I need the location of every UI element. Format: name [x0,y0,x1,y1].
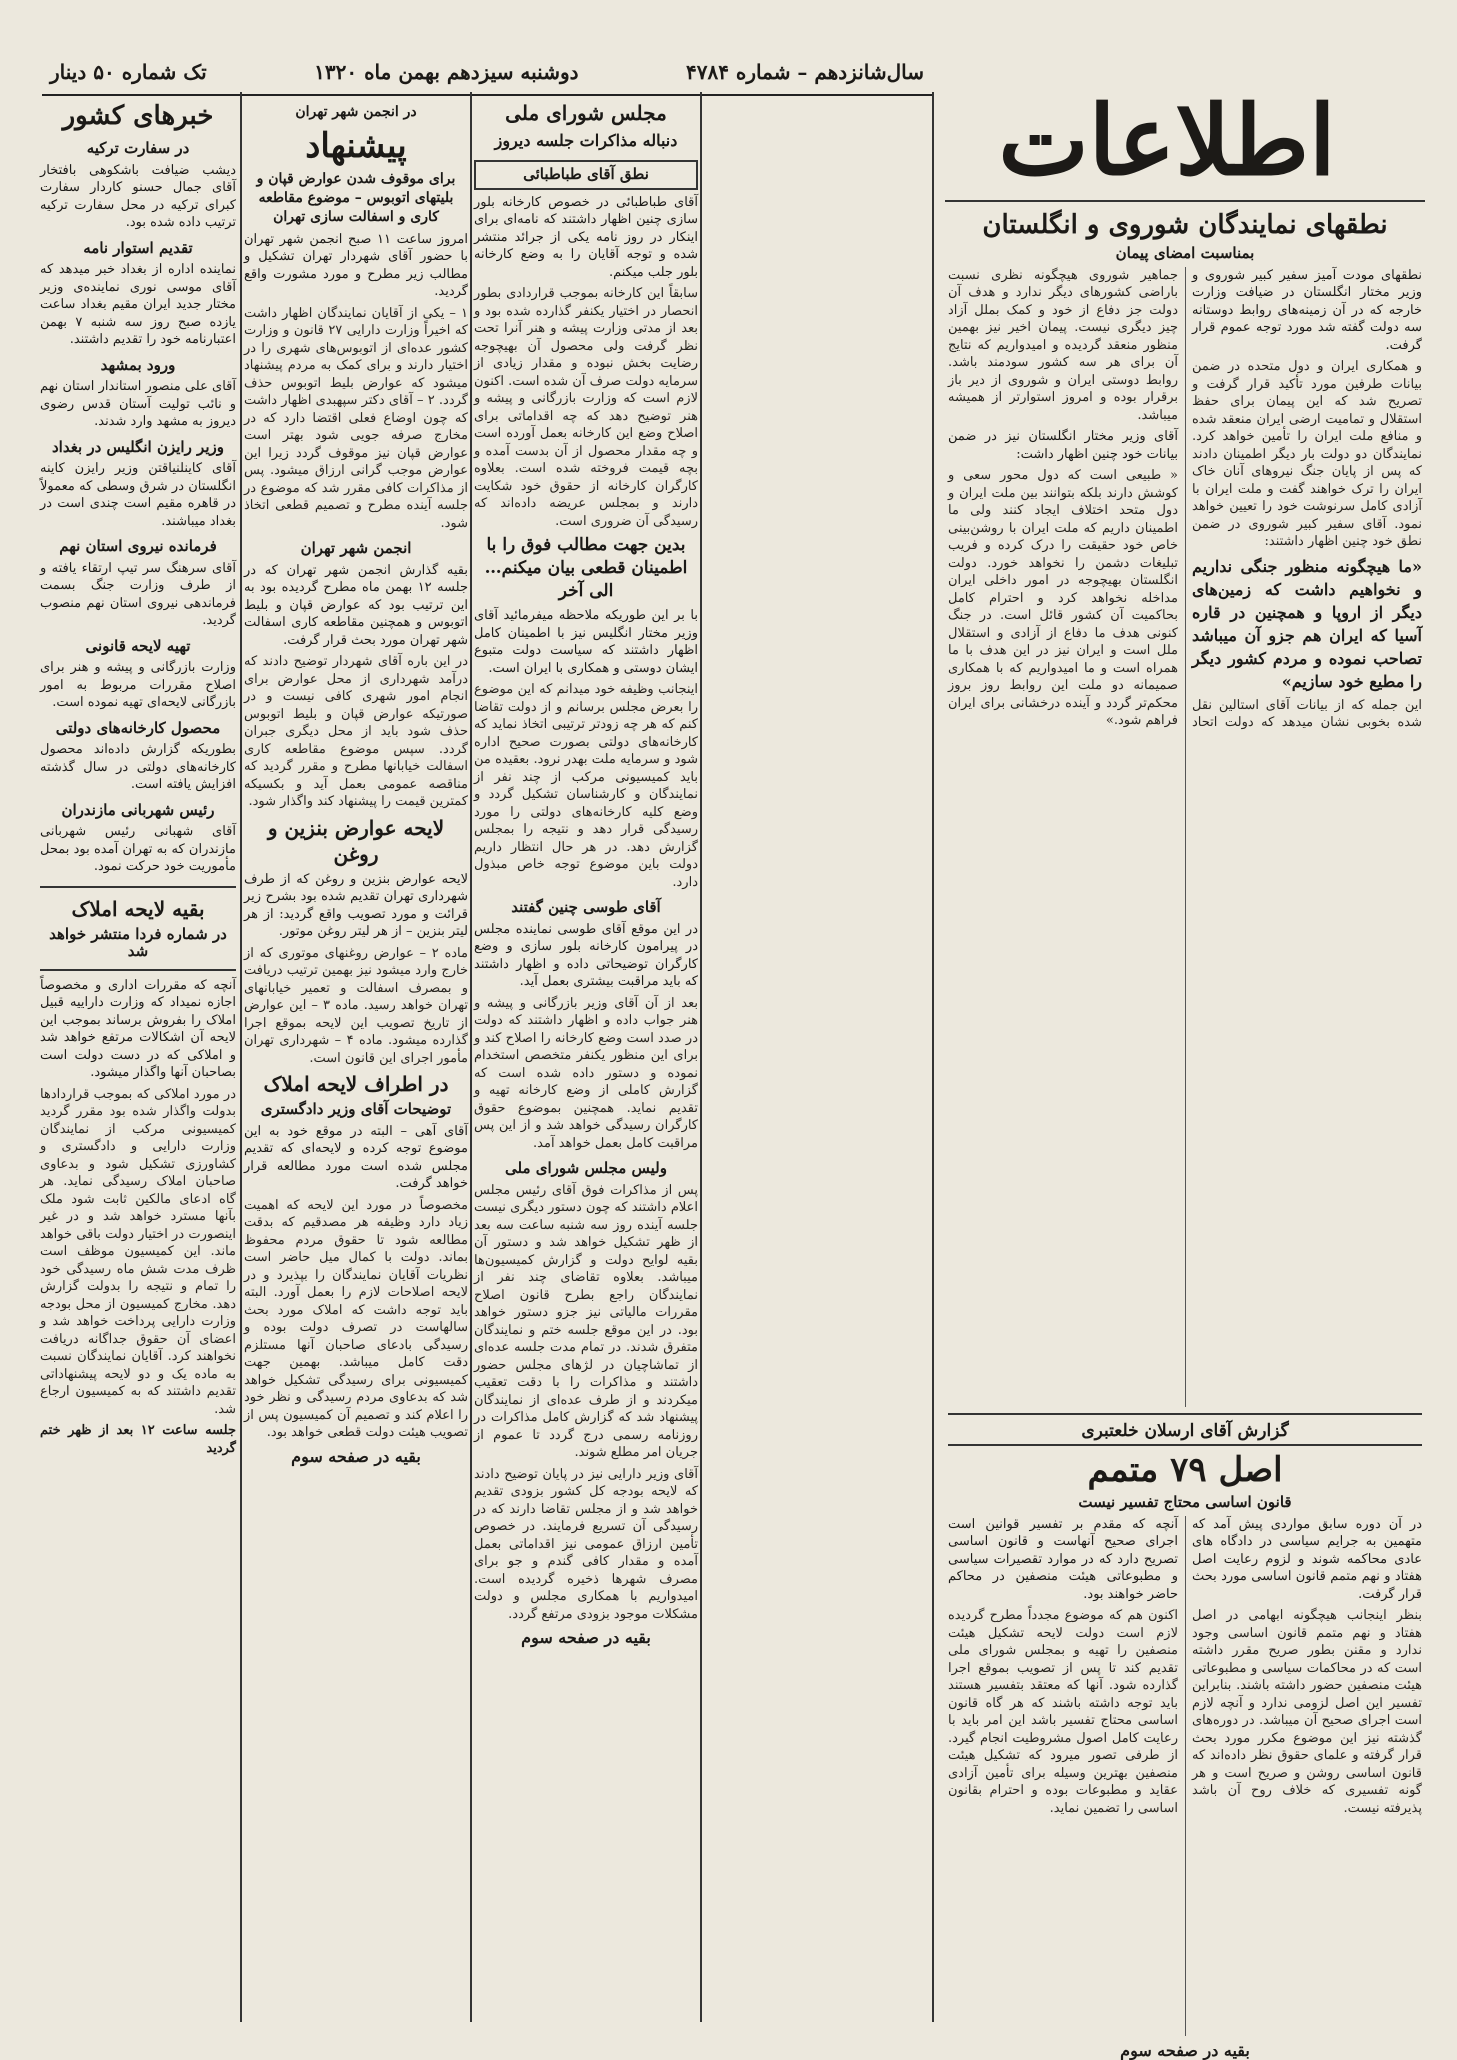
lead-headline: نطقهای نمایندگان شوروی و انگلستان [982,210,1388,240]
news-item-title: تهیه لایحه قانونی [85,636,191,655]
column-divider [470,92,472,2022]
feature-paragraph: در آن دوره سابق مواردی پیش آمد که متهمین به جرایم سیاسی در دادگاه های عادی محاکمه شوند و لزوم رعایت اصل هفتاد و نهم متمم قانون اساسی مورد بحث قرار گرفت. [1192,1516,1422,1602]
amlak-closing: جلسه ساعت ۱۲ بعد از ظهر ختم گردید [40,1423,236,1456]
news-item-text: وزارت بازرگانی و پیشه و هنر برای اصلاح مقررات مربوط به امور بازرگانی لایحه‌ای تهیه نموده است. [40,660,236,710]
news-item-text: نماینده اداره از بغداد خبر میدهد که آقای موسی نوری نماینده‌ی وزیر مختار جدید ایران مقیم بغداد ساعت یازده صبح روز سه شنبه ۷ بهمن اعتبارنامه خود را تقدیم داشتند. [40,262,236,347]
city-paragraph-4: آقای آهی – البته در موقع خود به این موضوع توجه کرده و لایحه‌ای که تقدیم مجلس شده است مورد مطالعه قرار خواهد گرفت. [244,1123,468,1191]
amlak-text: آنچه که مقررات اداری و مخصوصاً اجازه نمیداد که وزارت داراییه قبیل املاک را بفروش برساند بموجب این لایحه آن اشکالات مرتفع خواهد شد و املاکی که در دست دولت است بصاحبان آنها واگذار میشود. [40,977,236,1080]
news-item-title: ورود بمشهد [100,355,176,374]
parliament-subhead: دنباله مذاکرات جلسه دیروز [494,131,678,150]
report-byline: گزارش آقای ارسلان خلعتبری [1081,1420,1289,1441]
issue-date: دوشنبه سیزدهم بهمن ماه ۱۳۲۰ [314,60,579,84]
news-item-text: بطوریکه گزارش داده‌اند محصول کارخانه‌های دولتی در سال گذشته افزایش یافته است. [40,742,236,792]
issue-number: سال‌شانزدهم – شماره ۴۷۸۴ [685,60,924,84]
parliament-continued: بقیه در صفحه سوم [521,1628,651,1647]
column-parliament: مجلس شورای ملی دنباله مذاکرات جلسه دیروز نطق آقای طباطبائی آقای طباطبائی در خصوص کارخانه بلور سازی چنین اظهار داشتند که نامه‌ای برای اینکار در روز نامه یکی از جرائد منتشر شده و توجه آقایان را به وضع کارخانه بلور جلب میکنم. سابقاً این کارخانه بموجب قراردادی بطور انحصار در اختیار یکنفر گذارده شده بود و بعد از مدتی وزارت پیشه و هنر آنرا تحت نظر گرفت ولی محصول آن بهیچوجه رضایت بخش نبوده و مقدار زیادی از سرمایه دولت صرف آن شده است. اکنون لازم است که وزارت بازرگانی و پیشه و هنر توضیح دهد که چه اقداماتی برای اصلاح وضع این کارخانه بعمل آورده است و چه مقدار محصول از آن بدست آمده و بچه قیمت فروخته شده است. بعلاوه کارگران کارخانه از حقوق خود شکایت دارند و بمجلس عریضه داده‌اند که رسیدگی آن ضروری است. بدین جهت مطالب فوق را با اطمینان قطعی بیان میکنم… الی آخر با بر این طوریکه ملاحظه میفرمائید آقای وزیر مختار انگلیس نیز با اطمینان کامل اظهار داشتند که سیاست دولت متبوع ایشان دوستی و همکاری با ایران است. اینجانب وظیفه خود میدانم که این موضوع را بعرض مجلس برسانم و از دولت تقاضا کنم که هر چه زودتر ترتیبی اتخاذ نماید که کارخانه‌های دولتی بصورت صحیح اداره شود و سرمایه ملت بهدر نرود. بعقیده من باید کمیسیونی مرکب از چند نفر از نمایندگان و کارشناسان تشکیل گردد و وضع کلیه کارخانه‌های دولتی را مورد رسیدگی قرار دهد و نتیجه را بمجلس گزارش دهد. در هر حال انتظار داریم دولت باین موضوع توجه خاص مبذول دارد. آقای طوسی چنین گفتند در این موقع آقای طوسی نماینده مجلس در پیرامون کارخانه بلور سازی و وضع کارگران توضیحاتی داده و اظهار داشتند که باید مراقبت بیشتری بعمل آید. بعد از آن آقای وزیر بازرگانی و پیشه و هنر جواب داده و اظهار داشتند که دولت در صدد است وضع کارخانه را اصلاح کند و برای این منظور یکنفر متخصص استخدام نموده و دستور داده شده است که گزارش کاملی از وضع کارخانه تهیه و تقدیم نماید. همچنین بموضوع حقوق کارگران رسیدگی خواهد شد و از این پس مراقبت کامل بعمل خواهد آمد. ولیس مجلس شورای ملی پس از مذاکرات فوق آقای رئیس مجلس اعلام داشتند که چون دستور دیگری نیست جلسه آینده روز سه شنبه ساعت سه بعد از ظهر تشکیل خواهد شد و دستور آن بقیه لوایح دولت و گزارش کمیسیون‌ها میباشد. بعلاوه تقاضای چند نفر از نمایندگان راجع بطرح قانون اصلاح مقررات مالیاتی نیز جزو دستور خواهد بود. در این موقع جلسه ختم و نمایندگان متفرق شدند. در تمام مدت جلسه عده‌ای از تماشاچیان در لژهای مجلس حضور داشتند و مذاکرات را با دقت تعقیب میکردند و از طرف عده‌ای از نمایندگان پیشنهاد شد که گزارش کامل مذاکرات در روزنامه رسمی درج گردد تا عموم از جریان امر مطلع شوند. آقای وزیر دارایی نیز در پایان توضیح دادند که لایحه بودجه کل کشور بزودی تقدیم خواهد شد و از مجلس تقاضا دارند که در رسیدگی آن تسریع فرمایند. در خصوص تأمین ارزاق عمومی نیز اقداماتی بعمل آمده و مقدار کافی گندم و جو برای مصرف شهرها ذخیره گردیده است. امیدواریم با همکاری مجلس و دولت مشکلات موجود بزودی مرتفع گردد. بقیه در صفحه سوم [474,101,698,1647]
news-item-text: آقای سرهنگ سر تیپ ارتقاء یافته و از طرف وزارت جنگ بسمت فرماندهی نیروی استان نهم منصوب گردید. [40,560,236,628]
lead-paragraph-2: آقای وزیر مختار انگلستان نیز در ضمن بیانات خود چنین اظهار داشت: [948,429,1178,462]
justice-section-heading: در اطراف لایحه املاک [263,1072,449,1096]
city-paragraph: امروز ساعت ۱۱ صبح انجمن شهر تهران با حضور آقای شهردار تهران تشکیل و مطالب زیر مطرح و مورد مشورت واقع گردید. [244,231,468,299]
column-divider [240,92,242,2022]
lead-paragraph: نطقهای مودت آمیز سفیر کبیر شوروی و وزیر مختار انگلستان در ضیافت وزارت خارجه که در آن زمینه‌های روابط دوستانه سه دولت گفته شد مورد توجه عموم قرار گرفت. [1192,267,1422,353]
amlak-box [40,886,236,971]
city-paragraph-2: بقیه گذارش انجمن شهر تهران که در جلسه ۱۲ بهمن ماه مطرح گردیده بود به این ترتیب بود که عوارض قپان و بلیط اتوبوس و همچنین مقاطعه کاری اسفالت شهر تهران مورد بحث قرار گرفت. [244,562,468,648]
news-item-title: رئیس شهربانی مازندران [61,800,215,819]
city-paragraph-3: لایحه عوارض بنزین و روغن که از طرف شهرداری تهران تقدیم شده بود بشرح زیر قرائت و مورد تصویب واقع گردید: از هر لیتر بنزین – از هر لیتر روغن موتور. [244,871,468,939]
city-section-heading: انجمن شهر تهران [300,539,412,557]
column-divider [700,92,702,2022]
justice-section-subhead: توضیحات آقای وزیر دادگستری [260,1100,452,1118]
speaker-heading-2: آقای طوسی چنین گفتند [511,898,661,916]
news-item-text: دیشب ضیافت باشکوهی بافتخار آقای جمال حسنو کاردار سفارت کبرای ترکیه در محل سفارت ترکیه ترتیب داده شده بود. [40,162,236,230]
news-item-title: محصول کارخانه‌های دولتی [55,718,221,737]
parliament-quote: بدین جهت مطالب فوق را با اطمینان قطعی بیان میکنم… الی آخر [484,535,688,601]
feature-continued: بقیه در صفحه سوم [1120,2040,1250,2060]
city-section-title: در انجمن شهر تهران [295,104,417,120]
news-item-text: آقای شهبانی رئیس شهربانی مازندران که به تهران آمده بود بمحل مأموریت خود حرکت نمود. [40,824,236,874]
news-item-text: آقای کاینلنیاقتن وزیر رایزن کاینه انگلستان در شرق وسطی که معمولاً در قاهره مقیم است چندی است در بغداد میباشند. [40,461,236,529]
issue-price: تک شماره ۵۰ دینار [50,60,207,84]
amlak-title: بقیه لایحه املاک [71,896,205,921]
feature-subtitle: قانون اساسی محتاج تفسیر نیست [1078,1493,1292,1511]
lead-subhead: بمناسبت امضای پیمان [1115,244,1255,262]
news-item-text: آقای علی منصور استاندار استان نهم و نائب تولیت آستان قدس رضوی دیروز به مشهد وارد شدند. [40,379,236,429]
masthead-rule [945,200,1425,202]
speaker-heading: نطق آقای طباطبائی [474,160,698,190]
parliament-paragraph-3: در این موقع آقای طوسی نماینده مجلس در پیرامون کارخانه بلور سازی و وضع کارگران توضیحاتی داده و اظهار داشتند که باید مراقبت بیشتری بعمل آید. [474,921,698,989]
column-national-news: خبرهای کشور در سفارت ترکیه دیشب ضیافت باشکوهی بافتخار آقای جمال حسنو کاردار سفارت کبرای ترکیه در محل سفارت ترکیه ترتیب داده شده بود. تقدیم استوار نامه نماینده اداره از بغداد خبر میدهد که آقای موسی نوری نماینده‌ی وزیر مختار جدید ایران مقیم بغداد ساعت یازده صبح روز سه شنبه ۷ بهمن اعتبارنامه خود را تقدیم داشتند. ورود بمشهد آقای علی منصور استاندار استان نهم و نائب تولیت آستان قدس رضوی دیروز به مشهد وارد شدند. وزیر رایزن انگلیس در بغداد آقای کاینلنیاقتن وزیر رایزن کاینه انگلستان در شرق وسطی که معمولاً در قاهره مقیم است چندی است در بغداد میباشند. فرمانده نیروی استان نهم آقای سرهنگ سر تیپ ارتقاء یافته و از طرف وزارت جنگ بسمت فرماندهی نیروی استان نهم منصوب گردید. تهیه لایحه قانونی وزارت بازرگانی و پیشه و هنر برای اصلاح مقررات مربوط به امور بازرگانی لایحه‌ای تهیه نموده است. محصول کارخانه‌های دولتی بطوریکه گزارش داده‌اند محصول کارخانه‌های دولتی در سال گذشته افزایش یافته است. رئیس شهربانی مازندران آقای شهبانی رئیس شهربانی مازندران که به تهران آمده بود بمحل مأموریت خود حرکت نمود. بقیه لایحه املاک در شماره فردا منتشر خواهد شد آنچه که مقررات اداری و مخصوصاً اجازه نمیداد که وزارت داراییه قبیل املاک را بفروش برساند بموجب این لایحه آن اشکالات مرتفع خواهد شد و املاکی که در دست دولت است بصاحبان آنها واگذار میشود. در مورد املاکی که بموجب قراردادها بدولت واگذار شده بود مقرر گردید کمیسیونی مرکب از نمایندگان وزارت دارایی و دادگستری و کشاورزی تشکیل شود و بدعاوی صاحبان املاک رسیدگی نماید. هر گاه ادعای مالکین ثابت شود ملک بآنها مسترد خواهد شد و در غیر اینصورت در اختیار دولت باقی خواهد ماند. این کمیسیون موظف است ظرف مدت شش ماه رسیدگی خود را تمام و نتیجه را بدولت گزارش دهد. مخارج کمیسیون از محل بودجه وزارت دارایی پرداخت خواهد شد و اعضای آن حقوق جداگانه دریافت نخواهند کرد. آقایان نمایندگان نسبت به ماده یک و دو لایحه پیشنهاداتی تقدیم داشتند که به کمیسیون ارجاع شد. جلسه ساعت ۱۲ بعد از ظهر ختم گردید [40,101,236,1456]
city-subhead: برای موقوف شدن عوارض قپان و بلیتهای اتوبوس – موضوع مقاطعه کاری و اسفالت سازی تهران [256,170,456,225]
city-headline: پیشنهاد [305,125,407,166]
city-section-heading-2: لایحه عوارض بنزین و روغن [267,815,445,866]
issue-info-bar [42,50,932,96]
amlak-subtitle: در شماره فردا منتشر خواهد شد [49,924,227,960]
lead-quote: «ما هیچگونه منظور جنگی نداریم و نخواهیم داشت که زمین‌های دیگر از اروپا و همچنین در قاره آسیا که ایران هم جزو آن میباشد تصاحب نموده و مردم کشور دیگر را مطیع خود سازیم» [1192,556,1422,691]
masthead-logo: اطلاعات [998,83,1336,197]
news-item-title: وزیر رایزن انگلیس در بغداد [51,437,224,456]
news-item-title: در سفارت ترکیه [86,139,190,157]
parliament-headline: مجلس شورای ملی [505,101,667,125]
column-city-council: در انجمن شهر تهران پیشنهاد برای موقوف شدن عوارض قپان و بلیتهای اتوبوس – موضوع مقاطعه کاری و اسفالت سازی تهران امروز ساعت ۱۱ صبح انجمن شهر تهران با حضور آقای شهردار تهران تشکیل و مطالب زیر مطرح و مورد مشورت واقع گردید. ۱ – یکی از آقایان نمایندگان اظهار داشت که اخیراً وزارت دارایی ۲۷ قانون و وزارت کشور عده‌ای از اتوبوس‌های شهری را در اختیار دارند و برای کمک به مردم پیشنهاد میشود که عوارض بلیط اتوبوس حذف گردد. ۲ – آقای دکتر سپهبدی اظهار داشت که چون اوضاع فعلی اقتضا دارد که در مخارج صرفه جویی شود بهتر است عوارض قپان نیز موقوف گردد زیرا این عوارض موجب گرانی ارزاق میشود. پس از مذاکرات کافی مقرر شد که موضوع در جلسه آینده مطرح و تصمیم قطعی اتخاذ شود. انجمن شهر تهران بقیه گذارش انجمن شهر تهران که در جلسه ۱۲ بهمن ماه مطرح گردیده بود به این ترتیب بود که عوارض قپان و بلیط اتوبوس و همچنین مقاطعه کاری اسفالت شهر تهران مورد بحث قرار گرفت. در این باره آقای شهردار توضیح دادند که درآمد شهرداری از محل عوارض برای انجام امور شهری کافی نیست و در صورتیکه عوارض قپان و بلیط اتوبوس حذف شود باید از محل دیگری جبران گردد. سپس موضوع مقاطعه کاری اسفالت خیابانها مطرح و مقرر گردید که مناقصه عمومی بعمل آید و بکسیکه کمترین قیمت را پیشنهاد کند واگذار شود. لایحه عوارض بنزین و روغن لایحه عوارض بنزین و روغن که از طرف شهرداری تهران تقدیم شده بود بشرح زیر قرائت و مورد تصویب واقع گردید: از هر لیتر بنزین – از هر لیتر روغن موتور. ماده ۲ – عوارض روغنهای موتوری که از خارج وارد میشود نیز بهمین ترتیب دریافت و بمصرف اسفالت و تعمیر خیابانهای تهران خواهد رسید. ماده ۳ – این عوارض از تاریخ تصویب این لایحه بموقع اجرا گذارده میشود. ماده ۴ – شهرداری تهران مأمور اجرای این قانون است. در اطراف لایحه املاک توضیحات آقای وزیر دادگستری آقای آهی – البته در موقع خود به این موضوع توجه کرده و لایحه‌ای که تقدیم مجلس شده است مورد مطالعه قرار خواهد گرفت. مخصوصاً در مورد این لایحه که اهمیت زیاد دارد وظیفه هر مصدقیم که بدقت مطالعه شود تا حقوق مردم محفوظ بماند. دولت با کمال میل حاضر است نظریات آقایان نمایندگان را بپذیرد و در لایحه اصلاحات لازم را بعمل آورد. البته باید توجه داشت که املاک مورد بحث سالهاست در تصرف دولت بوده و رسیدگی بادعای صاحبان آنها مستلزم دقت کامل میباشد. بهمین جهت کمیسیونی برای رسیدگی تشکیل خواهد شد که بدعاوی مردم رسیدگی و نظر خود را اعلام کند و تصمیم آن کمیسیون پس از تصویب هیئت دولت قطعی خواهد بود. بقیه در صفحه سوم [244,104,468,1466]
parliament-paragraph: آقای طباطبائی در خصوص کارخانه بلور سازی چنین اظهار داشتند که نامه‌ای برای اینکار در روز نامه یکی از جرائد منتشر شده و توجه آقایان را به وضع کارخانه بلور جلب میکنم. [474,194,698,280]
column-divider [932,92,934,2022]
feature-title: اصل ۷۹ متمم [1087,1450,1283,1490]
national-news-headline: خبرهای کشور [62,101,214,131]
column-lead-story: نطقهای نمایندگان شوروی و انگلستان بمناسبت امضای پیمان نطقهای مودت آمیز سفیر کبیر شوروی و وزیر مختار انگلستان در ضیافت وزارت خارجه که در آن زمینه‌های روابط دوستانه سه دولت گفته شد مورد توجه عموم قرار گرفت. و همکاری ایران و دول متحده در ضمن بیانات طرفین مورد تأکید قرار گرفت و تصریح شد که این پیمان برای حفظ استقلال و تمامیت ارضی ایران منعقد شده و منافع ملت ایران را تأمین خواهد کرد. نمایندگان دو دولت بار دیگر اطمینان دادند که پس از پایان جنگ نیروهای آنان خاک ایران را ترک خواهند گفت و ملت ایران با آزادی کامل سرنوشت خود را تعیین خواهد نمود. آقای سفیر کبیر شوروی در ضمن نطق خود چنین اظهار داشتند: «ما هیچگونه منظور جنگی نداریم و نخواهیم داشت که زمین‌های دیگر از اروپا و همچنین در قاره آسیا که ایران هم جزو آن میباشد تصاحب نموده و مردم کشور دیگر را مطیع خود سازیم» این جمله که از بیانات آقای استالین نقل شده بخوبی نشان میدهد که دولت اتحاد جماهیر شوروی هیچگونه نظری نسبت باراضی کشورهای دیگر ندارد و هدف آن دولت جز دفاع از خود و کمک بملل آزاد چیز دیگری نیست. پیمان اخیر نیز بهمین منظور منعقد گردیده و امیدواریم که نتایج آن برای هر سه کشور سودمند باشد. روابط دوستی ایران و شوروی از دیر باز برقرار بوده و امروز استوارتر از همیشه میباشد. آقای وزیر مختار انگلستان نیز در ضمن بیانات خود چنین اظهار داشت: « طبیعی است که دول محور سعی و کوشش دارند بلکه بتوانند بین ملت ایران و دول متحد اختلاف ایجاد کنند ولی ما اطمینان داریم که ملت ایران با روشن‌بینی خاص خود حقیقت را درک کرده و فریب تبلیغات دشمن را نخواهد خورد. دولت انگلستان بهیچوجه در امور داخلی ایران مداخله نخواهد کرد و احترام کامل بحاکمیت آن کشور قائل است. در جنگ کنونی هدف ما دفاع از آزادی و استقلال ملل است و ایران نیز در این هدف با ما همراه است و ما امیدواریم که با همکاری صمیمانه دو ملت این روابط روز بروز محکم‌تر گردد و آینده درخشانی برای ایران فراهم شود.» گزارش آقای ارسلان خلعتبری اصل ۷۹ متمم قانون اساسی محتاج تفسیر نیست در آن دوره سابق مواردی پیش آمد که متهمین به جرایم سیاسی در دادگاه های عادی محاکمه شوند و لزوم رعایت اصل هفتاد و نهم متمم قانون اساسی مورد بحث قرار گرفت. بنظر اینجانب هیچگونه ابهامی در اصل هفتاد و نهم متمم قانون اساسی وجود ندارد و مقنن بطور صریح مقرر داشته است که در محاکمات سیاسی و مطبوعاتی هیئت منصفین حضور داشته باشند. بنابراین تفسیر این اصل لزومی ندارد و آنچه لازم است اجرای صحیح آن میباشد. در دوره‌های گذشته نیز این موضوع مکرر مورد بحث قرار گرفته و علمای حقوق نظر داده‌اند که قانون اساسی روشن و صریح است و هر گونه تفسیری که خلاف روح آن باشد پذیرفته نیست. آنچه که مقدم بر تفسیر قوانین است اجرای صحیح آنهاست و قانون اساسی تصریح دارد که در موارد تقصیرات سیاسی و مطبوعاتی هیئت منصفین در محاکم حاضر خواهند بود. اکنون هم که موضوع مجدداً مطرح گردیده لازم است دولت لایحه تشکیل هیئت منصفین را تهیه و بمجلس شورای ملی تقدیم کند تا پس از تصویب بموقع اجرا گذارده شود. آنها که معتقد بتفسیر هستند باید توجه داشته باشند که هر گاه قانون اساسی محتاج تفسیر باشد این امر باید با رعایت کامل اصول مشروطیت انجام گیرد. از طرفی تصور میرود که تشکیل هیئت منصفین بهترین وسیله برای تأمین آزادی عقاید و مطبوعات بوده و احترام بقانون اساسی را تضمین نماید. بقیه در صفحه سوم [948,210,1422,2060]
parliament-paragraph-2: با بر این طوریکه ملاحظه میفرمائید آقای وزیر مختار انگلیس نیز با اطمینان کامل اظهار داشتند که سیاست دولت متبوع ایشان دوستی و همکاری با ایران است. [474,608,698,676]
news-item-title: فرمانده نیروی استان نهم [59,537,217,555]
feature-paragraph-2: آنچه که مقدم بر تفسیر قوانین است اجرای صحیح آنهاست و قانون اساسی تصریح دارد که در موارد تقصیرات سیاسی و مطبوعاتی هیئت منصفین در محاکم حاضر خواهند بود. [948,1516,1178,1602]
speaker-heading-3: ولیس مجلس شورای ملی [505,1159,667,1177]
news-item-title: تقدیم استوار نامه [83,238,193,257]
city-continued: بقیه در صفحه سوم [291,1446,421,1466]
